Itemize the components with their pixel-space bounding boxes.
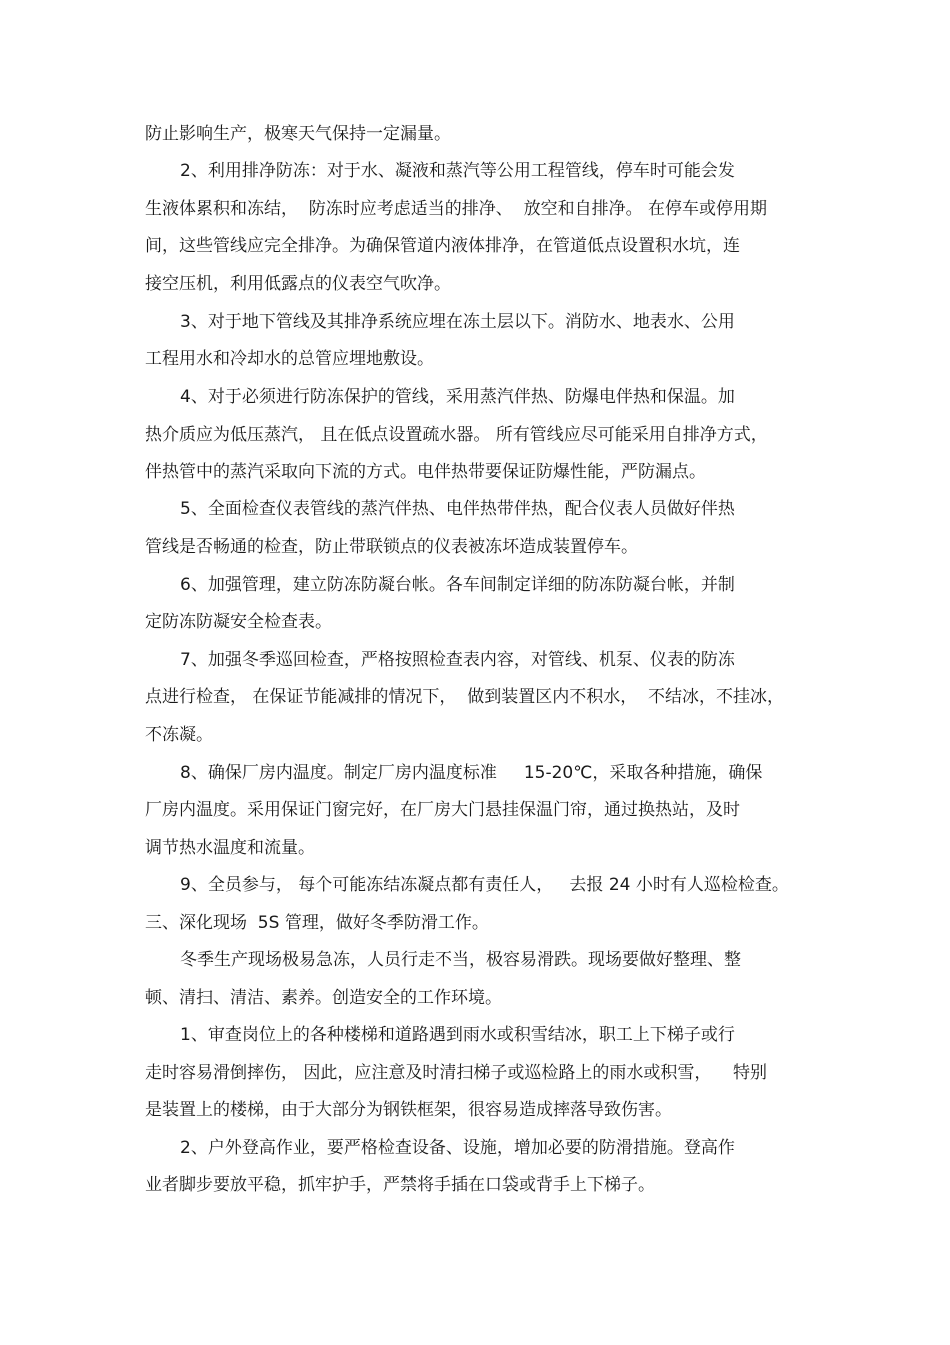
text-line: 5、全面检查仪表管线的蒸汽伴热、电伴热带伴热，配合仪表人员做好伴热 — [180, 499, 735, 519]
text-line: 是装置上的楼梯，由于大部分为钢铁框架，很容易造成摔落导致伤害。 — [145, 1100, 672, 1120]
text-line: 业者脚步要放平稳，抓牢护手，严禁将手插在口袋或背手上下梯子。 — [145, 1175, 655, 1195]
text-line: 顿、清扫、清洁、素养。创造安全的工作环境。 — [145, 988, 502, 1008]
text-line: 7、加强冬季巡回检查，严格按照检查表内容，对管线、机泵、仪表的防冻 — [180, 650, 735, 670]
text-line: 3、对于地下管线及其排净系统应埋在冻土层以下。消防水、地表水、公用 — [180, 312, 735, 332]
text-line: 防止影响生产，极寒天气保持一定漏量。 — [145, 124, 451, 144]
text-line: 不冻凝。 — [145, 725, 213, 745]
text-line: 9、全员参与， 每个可能冻结冻凝点都有责任人， 去报 24 小时有人巡检检查。 — [180, 875, 789, 895]
text-line: 4、对于必须进行防冻保护的管线，采用蒸汽伴热、防爆电伴热和保温。加 — [180, 387, 735, 407]
text-line: 三、深化现场 5S 管理，做好冬季防滑工作。 — [145, 913, 489, 933]
text-line: 2、户外登高作业，要严格检查设备、设施，增加必要的防滑措施。登高作 — [180, 1138, 735, 1158]
text-line: 接空压机，利用低露点的仪表空气吹净。 — [145, 274, 451, 294]
text-line: 6、加强管理，建立防冻防凝台帐。各车间制定详细的防冻防凝台帐，并制 — [180, 575, 735, 595]
text-line: 伴热管中的蒸汽采取向下流的方式。电伴热带要保证防爆性能，严防漏点。 — [145, 462, 706, 482]
text-line: 点进行检查， 在保证节能减排的情况下， 做到装置区内不积水， 不结冰，不挂冰， — [145, 687, 785, 707]
text-line: 热介质应为低压蒸汽， 且在低点设置疏水器。 所有管线应尽可能采用自排净方式， — [145, 425, 768, 445]
text-line: 1、审查岗位上的各种楼梯和道路遇到雨水或积雪结冰，职工上下梯子或行 — [180, 1025, 735, 1045]
text-line: 8、确保厂房内温度。制定厂房内温度标准 15-20℃，采取各种措施，确保 — [180, 763, 763, 783]
text-line: 生液体累积和冻结， 防冻时应考虑适当的排净、 放空和自排净。 在停车或停用期 — [145, 199, 768, 219]
text-line: 调节热水温度和流量。 — [145, 838, 315, 858]
text-line: 间，这些管线应完全排净。为确保管道内液体排净，在管道低点设置积水坑，连 — [145, 236, 740, 256]
text-line: 冬季生产现场极易急冻，人员行走不当，极容易滑跌。现场要做好整理、整 — [180, 950, 741, 970]
text-line: 管线是否畅通的检查，防止带联锁点的仪表被冻坏造成装置停车。 — [145, 537, 638, 557]
text-line: 工程用水和冷却水的总管应埋地敷设。 — [145, 349, 434, 369]
text-line: 走时容易滑倒摔伤， 因此，应注意及时清扫梯子或巡检路上的雨水或积雪， 特别 — [145, 1063, 768, 1083]
text-line: 定防冻防凝安全检查表。 — [145, 612, 332, 632]
text-line: 2、利用排净防冻：对于水、凝液和蒸汽等公用工程管线，停车时可能会发 — [180, 161, 735, 181]
text-line: 厂房内温度。采用保证门窗完好，在厂房大门悬挂保温门帘，通过换热站，及时 — [145, 800, 740, 820]
